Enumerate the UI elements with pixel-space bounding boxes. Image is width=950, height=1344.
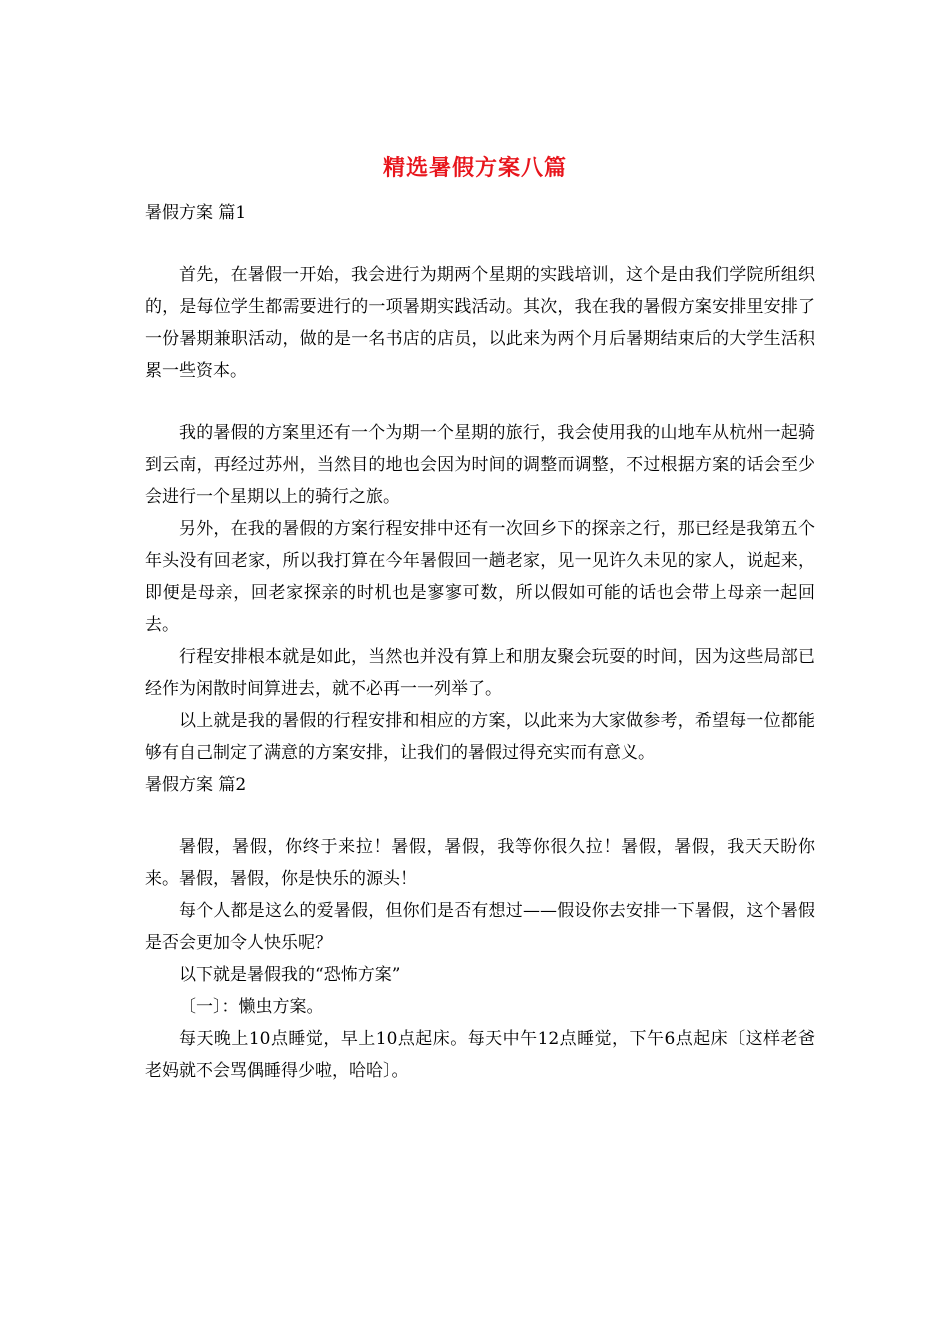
document-title: 精选暑假方案八篇 [382,155,567,181]
paragraph: 以下就是暑假我的“恐怖方案” [179,965,401,985]
paragraph: 每个人都是这么的爱暑假，但你们是否有想过——假设你去安排一下暑假，这个暑假是否会更加令人快乐呢？ [145,901,815,953]
paragraph: 〔一〕：懒虫方案。 [179,997,324,1017]
spacer [145,387,815,417]
paragraph: 我的暑假的方案里还有一个为期一个星期的旅行，我会使用我的山地车从杭州一起骑到云南，再经过苏州，当然目的地也会因为时间的调整而调整，不过根据方案的话会至少会进行一个星期以上的骑行之旅。 [145,423,815,507]
paragraph: 另外，在我的暑假的方案行程安排中还有一次回乡下的探亲之行，那已经是我第五个年头没有回老家，所以我打算在今年暑假回一趟老家，见一见许久未见的家人，说起来，即便是母亲，回老家探亲的时机也是寥寥可数，所以假如可能的话也会带上母亲一起回去。 [145,519,815,635]
section-heading-1: 暑假方案 篇1 [145,203,247,223]
paragraph: 暑假，暑假，你终于来拉！暑假，暑假，我等你很久拉！暑假，暑假，我天天盼你来。暑假，暑假，你是快乐的源头！ [145,837,815,889]
paragraph: 以上就是我的暑假的行程安排和相应的方案，以此来为大家做参考，希望每一位都能够有自己制定了满意的方案安排，让我们的暑假过得充实而有意义。 [145,711,815,763]
paragraph: 首先，在暑假一开始，我会进行为期两个星期的实践培训，这个是由我们学院所组织的，是每位学生都需要进行的一项暑期实践活动。其次，我在我的暑假方案安排里安排了一份暑期兼职活动，做的是一名书店的店员，以此来为两个月后暑期结束后的大学生活积累一些资本。 [145,265,815,381]
paragraph: 行程安排根本就是如此，当然也并没有算上和朋友聚会玩耍的时间，因为这些局部已经作为闲散时间算进去，就不必再一一列举了。 [145,647,815,699]
paragraph: 每天晚上10点睡觉，早上10点起床。每天中午12点睡觉，下午6点起床〔这样老爸老妈就不会骂偶睡得少啦，哈哈〕。 [145,1029,815,1081]
section-heading-2: 暑假方案 篇2 [145,775,247,795]
spacer [145,801,815,831]
spacer [145,229,815,259]
document-body [145,197,815,1087]
